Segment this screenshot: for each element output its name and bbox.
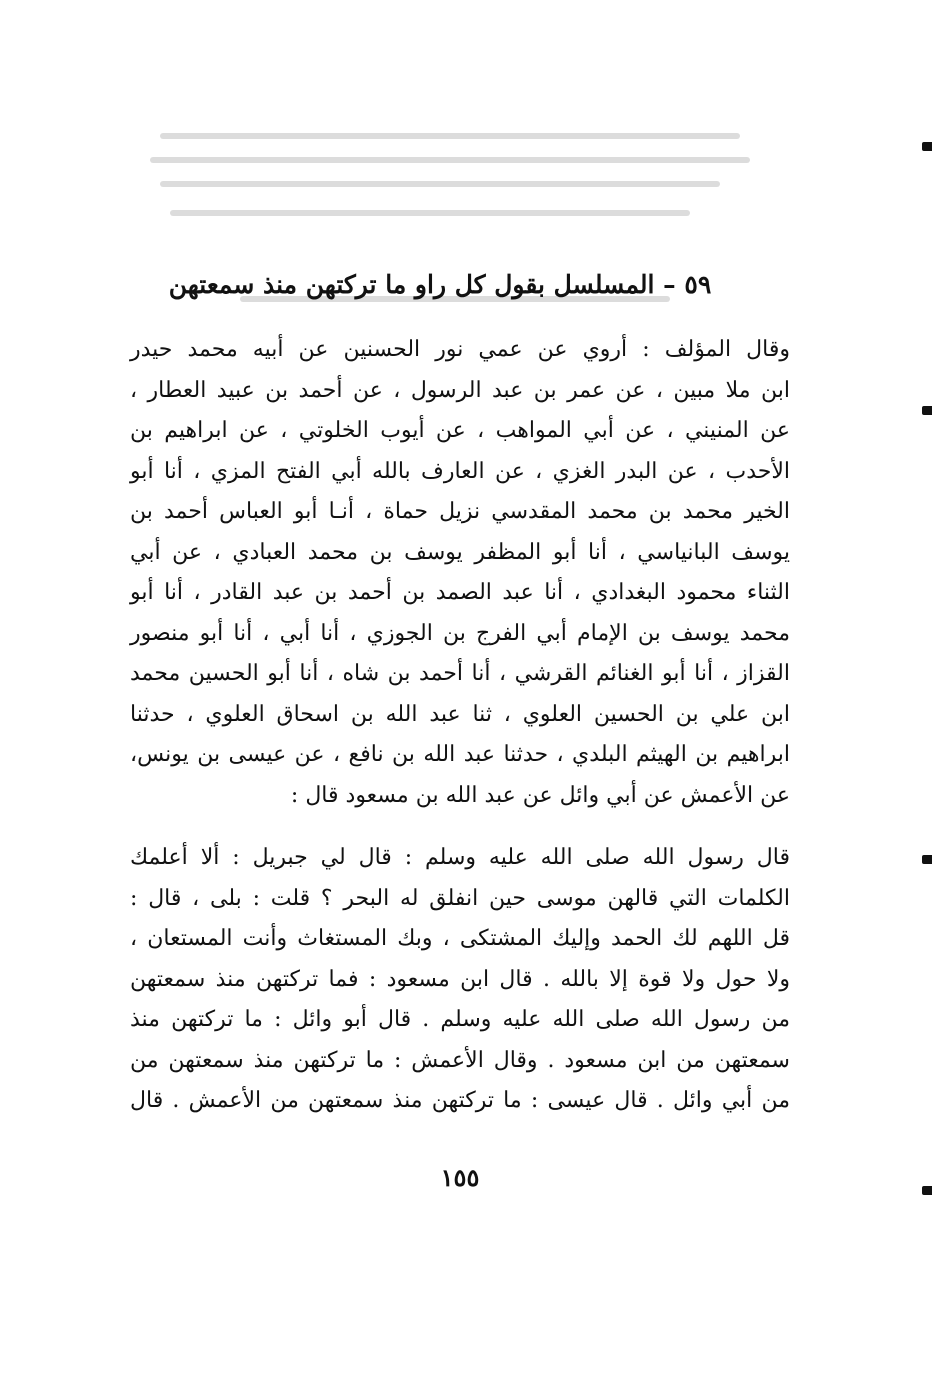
text-line: ابن ملا مبين ، عن عمر بن عبد الرسول ، عن أحمد بن عبيد العطار ، <box>130 377 790 403</box>
isnad-paragraph <box>130 330 790 816</box>
text-line: قل اللهم لك الحمد وإليك المشتكى ، وبك المستغاث وأنت المستعان ، <box>130 926 790 951</box>
page-number: ١٥٥ <box>440 1163 480 1192</box>
edge-mark <box>922 406 932 415</box>
text-line: ولا حول ولا قوة إلا بالله . قال ابن مسعود : فما تركتهن منذ سمعتهن <box>130 966 790 992</box>
bleed-through-smudge <box>160 181 720 187</box>
text-line: من رسول الله صلى الله عليه وسلم . قال أبو وائل : ما تركتهن منذ <box>130 1007 790 1032</box>
bleed-through-smudge <box>160 133 740 139</box>
bleed-through-smudge <box>150 157 750 163</box>
text-line: عن الأعمش عن أبي وائل عن عبد الله بن مسعود قال : <box>290 782 790 808</box>
text-line: عن المنيني ، عن أبي المواهب ، عن أيوب الخلوتي ، عن ابراهيم بن <box>130 418 790 443</box>
edge-mark <box>922 1186 932 1195</box>
text-line: ابن علي بن الحسين العلوي ، ثنا عبد الله بن اسحاق العلوي ، حدثنا <box>130 701 790 727</box>
text-line: سمعتهن من ابن مسعود . وقال الأعمش : ما تركتهن منذ سمعتهن من <box>130 1047 790 1073</box>
text-line: وقال المؤلف : أروي عن عمي نور الحسنين عن أبيه محمد حيدر <box>130 337 790 362</box>
edge-mark <box>922 855 932 864</box>
text-line: القزاز ، أنا أبو الغنائم القرشي ، أنا أحمد بن شاه ، أنا أبو الحسين محمد <box>130 661 790 686</box>
text-line: يوسف البانياسي ، أنا أبو المظفر يوسف بن محمد العبادي ، عن أبي <box>130 539 790 565</box>
text-line: الأحدب ، عن البدر الغزي ، عن العارف بالله أبي الفتح المزي ، أنا أبو <box>130 458 790 484</box>
text-line: الخير محمد بن محمد المقدسي نزيل حماة ، أنـا أبو العباس أحمد بن <box>130 499 790 524</box>
section-heading: ٥٩ – المسلسل بقول كل راو ما تركتهن منذ سمعتهن <box>168 269 712 299</box>
hadith-paragraph <box>130 838 790 1122</box>
text-line: من أبي وائل . قال عيسى : ما تركتهن منذ سمعتهن من الأعمش . قال <box>130 1088 790 1113</box>
text-line: الكلمات التي قالهن موسى حين انفلق له البحر ؟ قلت : بلى ، قال : <box>130 885 790 911</box>
edge-mark <box>922 142 932 151</box>
text-line: قال رسول الله صلى الله عليه وسلم : قال لي جبريل : ألا أعلمك <box>130 845 790 870</box>
bleed-through-smudge <box>170 210 690 216</box>
text-line: محمد يوسف بن الإمام أبي الفرج بن الجوزي ، أنا أبي ، أنا أبو منصور <box>130 620 790 646</box>
text-line: الثناء محمود البغدادي ، أنا عبد الصمد بن أحمد بن عبد القادر ، أنا أبو <box>130 580 790 605</box>
text-line: ابراهيم بن الهيثم البلدي ، حدثنا عبد الله بن نافع ، عن عيسى بن يونس، <box>130 742 790 767</box>
